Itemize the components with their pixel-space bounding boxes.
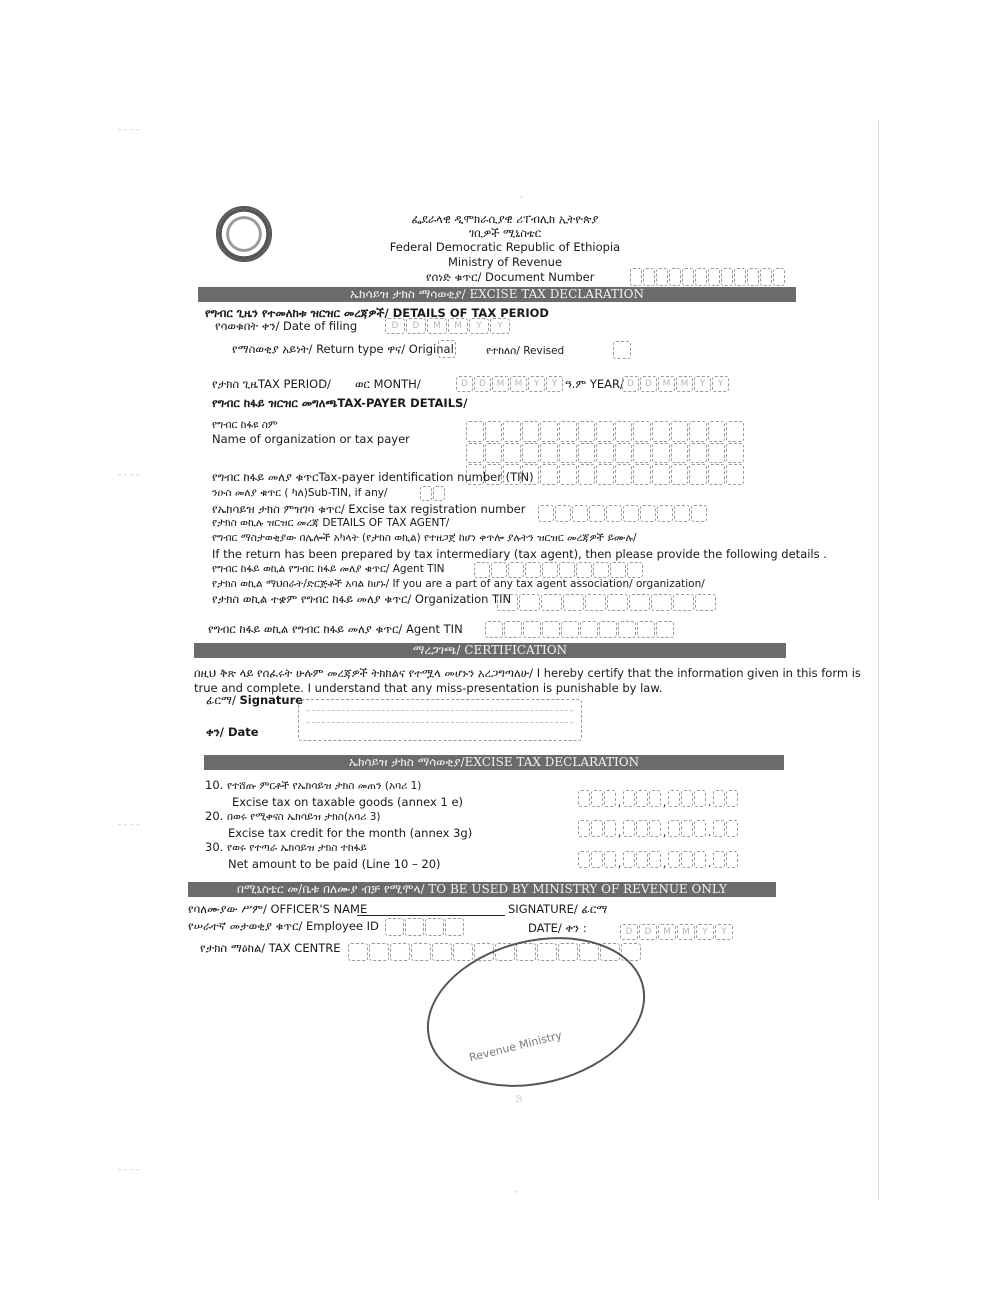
subtin-boxes[interactable] bbox=[420, 486, 445, 501]
input-box[interactable] bbox=[607, 594, 628, 611]
intermediary-amharic: የግብር ማስታወቂያው በሌሎች አካላት (የታክስ ወኪል) የተዘጋጀ ከሆነ ቀጥሎ ያሉትን ዝርዝር መረጃዎች ይሙሉ/ bbox=[212, 532, 637, 544]
amount-digit-box[interactable] bbox=[726, 851, 738, 868]
input-box[interactable]: Y bbox=[715, 924, 733, 940]
amount-separator: , bbox=[662, 825, 667, 839]
certification-bar: ማረጋገጫ/ CERTIFICATION bbox=[194, 643, 786, 658]
line-10-amharic: 10. የተሸጡ ምርቶች የኤክሳይዝ ታክስ መጠን (አባሪ 1) bbox=[205, 778, 422, 792]
input-box[interactable] bbox=[542, 621, 560, 638]
amount-digit-box[interactable] bbox=[668, 790, 680, 807]
amount-digit-box[interactable] bbox=[694, 820, 706, 837]
year-boxes[interactable] bbox=[622, 376, 729, 392]
name-char-box[interactable] bbox=[726, 464, 744, 485]
amount-digit-box[interactable] bbox=[713, 790, 725, 807]
name-char-box[interactable] bbox=[726, 443, 744, 464]
year-label: ዓ.ም YEAR/ bbox=[565, 377, 624, 391]
taxpayer-name-amharic: የግብር ከፋዩ ስም bbox=[212, 419, 278, 431]
amount-digit-box[interactable] bbox=[726, 820, 738, 837]
name-char-box[interactable] bbox=[671, 443, 689, 464]
amount-separator: , bbox=[617, 856, 622, 870]
input-box[interactable] bbox=[411, 943, 431, 961]
input-box[interactable] bbox=[695, 268, 707, 286]
line-20-amharic: 20. በወሩ የሚቀናስ ኤክሳይዝ ታክስ(አባሪ 3) bbox=[205, 809, 381, 823]
line-10-label: Excise tax on taxable goods (annex 1 e) bbox=[232, 795, 464, 809]
input-box[interactable] bbox=[627, 562, 643, 578]
input-box[interactable] bbox=[773, 268, 785, 286]
input-box[interactable] bbox=[474, 562, 490, 578]
amount-digit-box[interactable] bbox=[681, 851, 693, 868]
amount-digit-box[interactable] bbox=[591, 790, 603, 807]
input-box[interactable] bbox=[657, 505, 673, 522]
employee-id-boxes[interactable] bbox=[385, 918, 464, 936]
association-label: የታክስ ወኪል ማህበራት/ድርጅቶች አባል ከሆኑ/ If you are a part of any tax agent association/ organization/ bbox=[212, 578, 705, 590]
ministry-logo bbox=[216, 206, 272, 262]
name-char-box[interactable] bbox=[652, 464, 670, 485]
input-box[interactable] bbox=[618, 621, 636, 638]
organization-tin-label: የታክስ ወኪል ተቋም የግብር ከፋይ መለያ ቁጥር/ Organization TIN bbox=[212, 592, 512, 606]
name-char-box[interactable] bbox=[466, 421, 484, 442]
taxpayer-name-label: Name of organization or tax payer bbox=[212, 432, 410, 446]
header-ministry: Ministry of Revenue bbox=[447, 255, 563, 269]
officer-name-label: የባለሙያው ሥም/ OFFICER'S NAME bbox=[188, 902, 368, 916]
amount-separator: , bbox=[617, 825, 622, 839]
name-char-box[interactable] bbox=[708, 421, 726, 442]
input-box[interactable] bbox=[674, 505, 690, 522]
input-box[interactable] bbox=[555, 505, 571, 522]
input-box[interactable]: D bbox=[640, 376, 657, 392]
amount-digit-box[interactable] bbox=[636, 790, 648, 807]
input-box[interactable] bbox=[651, 594, 672, 611]
input-box[interactable]: M bbox=[492, 376, 509, 392]
tax-agent-title: የታክስ ወኪሉ ዝርዝር መረጃ DETAILS OF TAX AGENT/ bbox=[212, 517, 450, 529]
input-box[interactable] bbox=[485, 621, 503, 638]
tax-period-label: የታክስ ጊዜTAX PERIOD/ bbox=[212, 377, 331, 391]
signature-label: ፊርማ/ Signature bbox=[206, 693, 304, 707]
name-char-box[interactable] bbox=[466, 443, 484, 464]
excise-registration-label: የኤክሳይዝ ታክስ ምዝገባ ቁጥር/ Excise tax registration number bbox=[212, 502, 526, 516]
officer-name-line[interactable] bbox=[357, 901, 505, 916]
name-char-box[interactable] bbox=[596, 443, 614, 464]
input-box[interactable] bbox=[630, 268, 642, 286]
input-box[interactable] bbox=[629, 594, 650, 611]
amount-digit-box[interactable] bbox=[649, 790, 661, 807]
input-box[interactable]: M bbox=[658, 924, 676, 940]
amount-digit-box[interactable] bbox=[649, 851, 661, 868]
amount-separator: , bbox=[662, 856, 667, 870]
month-label: ወር MONTH/ bbox=[355, 377, 421, 391]
input-box[interactable]: Y bbox=[696, 924, 714, 940]
name-char-box[interactable] bbox=[540, 421, 558, 442]
input-box[interactable] bbox=[673, 594, 694, 611]
employee-id-label: የሠራተኛ መታወቂያ ቁጥር/ Employee ID bbox=[188, 919, 379, 933]
amount-digit-box[interactable] bbox=[636, 851, 648, 868]
input-box[interactable]: M bbox=[658, 376, 675, 392]
agent-tin-label-2: የግብር ከፋይ ወኪል የግብር ከፋይ መለያ ቁጥር/ Agent TIN bbox=[208, 622, 463, 636]
name-char-box[interactable] bbox=[652, 421, 670, 442]
agent-tin-label: የግብር ከፋይ ወኪል የግብር ከፋይ መለያ ቁጥር/ Agent TIN bbox=[212, 563, 445, 575]
amount-digit-box[interactable] bbox=[726, 790, 738, 807]
input-box[interactable] bbox=[445, 918, 464, 936]
input-box[interactable] bbox=[747, 268, 759, 286]
input-box[interactable] bbox=[610, 562, 626, 578]
amount-separator: , bbox=[617, 795, 622, 809]
input-box[interactable]: M bbox=[677, 924, 695, 940]
amount-digit-box[interactable] bbox=[649, 820, 661, 837]
amount-digit-box[interactable] bbox=[623, 820, 635, 837]
amount-digit-box[interactable] bbox=[668, 820, 680, 837]
page-edge bbox=[878, 120, 879, 1200]
name-char-box[interactable] bbox=[671, 421, 689, 442]
input-box[interactable] bbox=[519, 594, 540, 611]
input-box[interactable] bbox=[708, 268, 720, 286]
input-box[interactable] bbox=[643, 268, 655, 286]
input-box[interactable] bbox=[760, 268, 772, 286]
input-box[interactable] bbox=[453, 943, 473, 961]
amount-digit-box[interactable] bbox=[713, 820, 725, 837]
input-box[interactable]: D bbox=[622, 376, 639, 392]
name-char-box[interactable] bbox=[578, 421, 596, 442]
input-box[interactable] bbox=[585, 594, 606, 611]
line-20-label: Excise tax credit for the month (annex 3g) bbox=[228, 826, 473, 840]
line-30-label: Net amount to be paid (Line 10 – 20) bbox=[228, 857, 441, 871]
amount-digit-box[interactable] bbox=[591, 851, 603, 868]
amount-digit-box[interactable] bbox=[623, 790, 635, 807]
input-box[interactable] bbox=[589, 505, 605, 522]
amount-digit-box[interactable] bbox=[578, 790, 590, 807]
name-char-box[interactable] bbox=[708, 443, 726, 464]
input-box[interactable] bbox=[369, 943, 389, 961]
name-char-box[interactable] bbox=[522, 421, 540, 442]
input-box[interactable] bbox=[572, 505, 588, 522]
header-country: Federal Democratic Republic of Ethiopia bbox=[389, 240, 621, 254]
officer-date-label: DATE/ ቀን : bbox=[528, 921, 587, 935]
tin-label: የግብር ከፋይ መለያ ቁጥርTax-payer identification number (TIN) bbox=[212, 470, 534, 484]
excise-declaration-bar: ኤክሳይዝ ታክስ ማሳወቂያ/ EXCISE TAX DECLARATION bbox=[198, 287, 796, 302]
input-box[interactable] bbox=[576, 562, 592, 578]
line-10-amount[interactable] bbox=[578, 790, 738, 807]
input-box[interactable]: D bbox=[385, 318, 405, 334]
input-box[interactable] bbox=[593, 562, 609, 578]
line-30-amharic: 30. የወሩ የተጣራ ኤክሳይዝ ታክስ ተከፋይ bbox=[205, 840, 367, 854]
input-box[interactable]: Y bbox=[490, 318, 510, 334]
name-char-box[interactable] bbox=[726, 421, 744, 442]
name-char-box[interactable] bbox=[540, 443, 558, 464]
amount-digit-box[interactable] bbox=[681, 820, 693, 837]
input-box[interactable]: D bbox=[620, 924, 638, 940]
input-box[interactable]: M bbox=[427, 318, 447, 334]
input-box[interactable] bbox=[385, 918, 404, 936]
excise-registration-boxes[interactable] bbox=[538, 505, 707, 522]
input-box[interactable] bbox=[405, 918, 424, 936]
input-box[interactable] bbox=[432, 943, 452, 961]
input-box[interactable] bbox=[508, 562, 524, 578]
input-box[interactable] bbox=[491, 562, 507, 578]
subtin-label: ንዑስ መለያ ቁጥር ( ካለ)Sub-TIN, if any/ bbox=[212, 487, 388, 499]
tax-centre-label: የታክስ ማዕከል/ TAX CENTRE bbox=[200, 941, 341, 955]
name-char-box[interactable] bbox=[708, 464, 726, 485]
name-char-box[interactable] bbox=[652, 443, 670, 464]
name-char-box[interactable] bbox=[596, 464, 614, 485]
input-box[interactable] bbox=[640, 505, 656, 522]
amount-separator: , bbox=[662, 795, 667, 809]
input-box[interactable] bbox=[637, 621, 655, 638]
name-char-box[interactable] bbox=[540, 464, 558, 485]
taxpayer-details-title: የግብር ከፋይ ዝርዝር መግለጫTAX-PAYER DETAILS/ bbox=[212, 396, 468, 410]
amount-separator: . bbox=[707, 825, 712, 839]
amount-digit-box[interactable] bbox=[623, 851, 635, 868]
tax-period-title: የግብር ጊዜን የተመለከቱ ዝርዝር መረጃዎች/ DETAILS OF TAX PERIOD bbox=[205, 306, 549, 320]
return-type-label: የማስወቂያ አይነት/ Return type ዋና/ Original bbox=[232, 342, 454, 356]
officer-date-boxes[interactable] bbox=[620, 924, 733, 940]
date-label: ቀን/ Date bbox=[206, 725, 259, 739]
name-char-box[interactable] bbox=[615, 464, 633, 485]
amount-digit-box[interactable] bbox=[694, 790, 706, 807]
input-box[interactable] bbox=[390, 943, 410, 961]
input-box[interactable] bbox=[656, 621, 674, 638]
name-char-box[interactable] bbox=[559, 421, 577, 442]
stamp-text: Revenue Ministry bbox=[467, 1028, 564, 1065]
input-box[interactable]: D bbox=[474, 376, 491, 392]
line-30-amount[interactable] bbox=[578, 851, 738, 868]
name-char-box[interactable] bbox=[503, 443, 521, 464]
name-char-box[interactable] bbox=[633, 421, 651, 442]
input-box[interactable] bbox=[580, 621, 598, 638]
amount-digit-box[interactable] bbox=[713, 851, 725, 868]
header-amharic-2: ገቢዎች ሚኒስቴር bbox=[468, 226, 542, 240]
line-20-amount[interactable] bbox=[578, 820, 738, 837]
input-box[interactable] bbox=[734, 268, 746, 286]
amount-digit-box[interactable] bbox=[681, 790, 693, 807]
name-char-box[interactable] bbox=[689, 421, 707, 442]
revised-label: የተከለሰ/ Revised bbox=[486, 345, 565, 357]
name-char-box[interactable] bbox=[633, 464, 651, 485]
input-box[interactable] bbox=[656, 268, 668, 286]
name-char-box[interactable] bbox=[689, 464, 707, 485]
certification-line-1: በዚህ ቅጽ ላይ የሰፈሩት ሁሉም መረጃዎች ትክክልና የተሟላ መሆኑን አረጋግጣለሁ/ I hereby certify that the information given in this form is bbox=[194, 666, 861, 680]
input-box[interactable] bbox=[538, 505, 554, 522]
name-char-box[interactable] bbox=[559, 464, 577, 485]
name-char-box[interactable] bbox=[578, 464, 596, 485]
input-box[interactable] bbox=[420, 486, 432, 501]
name-char-box[interactable] bbox=[689, 443, 707, 464]
amount-separator: . bbox=[707, 856, 712, 870]
name-char-box[interactable] bbox=[485, 443, 503, 464]
input-box[interactable]: Y bbox=[712, 376, 729, 392]
input-box[interactable] bbox=[606, 505, 622, 522]
form-page: ፌደራላዊ ዲሞክራሲያዊ ሪፐብሊክ ኢትዮጵያ ገቢዎች ሚኒስቴር Federal Democratic Republic of Ethiopia Ministry of Revenue የሰነድ ቁጥር/ Document Number ኤክሳይዝ ታክስ ማሳወቂያ/ EXCISE TAX DECLARATION የግብር ጊዜን የተመለከቱ ዝርዝር መረጃዎች/ DETAILS OF TAX PERIOD የሳወቁበት ቀን/ Date of filing D D M M Y Y የማስወቂያ አይነት/ Return type ዋና/ Original የተከለሰ/ Revised የታክስ ጊዜTAX PERIOD/ ወር MONTH/ D D M M Y Y ዓ.ም YEAR/ D D M M Y Y የግብር ከፋይ ዝርዝር መግለጫTAX-PAYER DETAILS/ የግብር ከፋዩ ስም Name of organization or tax payer የግብር ከፋይ መለያ ቁጥርTax-payer identification number (TIN) ንዑስ መለያ ቁጥር ( ካለ)Sub-TIN, if any/ የኤክሳይዝ ታክስ ምዝገባ ቁጥር/ Excise tax registration number የታክስ ወኪሉ ዝርዝር መረጃ DETAILS OF TAX AGENT/ የግብር ማስታወቂያው በሌሎች አካላት (የታክስ ወኪል) የተዘጋጀ ከሆነ ቀጥሎ ያሉትን ዝርዝር መረጃዎች ይሙሉ/ If the return has been prepared by tax intermediary (tax agent), then please provide the following details . የግብር ከፋይ ወኪል የግብር ከፋይ መለያ ቁጥር/ Agent TIN የታክስ ወኪል ማህበራት/ድርጅቶች አባል ከሆኑ/ If you are a part of any tax agent association/ organization/ የታክስ ወኪል ተቋም የግብር ከፋይ መለያ ቁጥር/ Organization TIN የግብር ከፋይ ወኪል የግብር ከፋይ መለያ ቁጥር/ Agent TIN ማረጋገጫ/ CERTIFICATION በዚህ ቅጽ ላይ የሰፈሩት ሁሉም መረጃዎች ትክክልና የተሟላ መሆኑን አረጋግጣለሁ/ I hereby certify that the information given in this form is true and complete. I understand that any miss-presentation is punishable by law. ፊርማ/ Signature ቀን/ Date ኤክሳይዝ ታክስ ማሳወቂያ/EXCISE TAX DECLARATION 10. የተሸጡ ምርቶች የኤክሳይዝ ታክስ መጠን (አባሪ 1) Excise tax on taxable goods (annex 1 e) , , . 20. በወሩ የሚቀናስ ኤክሳይዝ ታክስ(አባሪ 3) Excise tax credit for the month (annex 3g) , , . 30. የወሩ የተጣራ ኤክሳይዝ ታክስ ተከፋይ Net amount to be paid (Line 10 – 20) , , . በሚኒስቴር መ/ቤቱ በለሙያ ብቻ የሚሞላ/ TO BE USED BY MINISTRY OF REVENUE ONLY የባለሙያው ሥም/ OFFICER'S NAME SIGNATURE/ ፊርማ የሠራተኛ መታወቂያ ቁጥር/ Employee ID DATE/ ቀን : D D M M Y Y የታክስ ማዕከል/ TAX CENTRE Revenue Ministry , ℬ , - - - - - - - - - - - - - - - - bbox=[0, 0, 1000, 1294]
input-box[interactable] bbox=[682, 268, 694, 286]
amount-digit-box[interactable] bbox=[604, 851, 616, 868]
amount-digit-box[interactable] bbox=[636, 820, 648, 837]
input-box[interactable] bbox=[669, 268, 681, 286]
input-box[interactable] bbox=[541, 594, 562, 611]
name-char-box[interactable] bbox=[596, 421, 614, 442]
organization-tin-boxes[interactable] bbox=[497, 594, 716, 611]
input-box[interactable]: D bbox=[406, 318, 426, 334]
excise-declaration-bar-2: ኤክሳይዝ ታክስ ማሳወቂያ/EXCISE TAX DECLARATION bbox=[204, 755, 784, 770]
input-box[interactable] bbox=[542, 562, 558, 578]
amount-digit-box[interactable] bbox=[604, 790, 616, 807]
input-box[interactable] bbox=[563, 594, 584, 611]
name-char-box[interactable] bbox=[578, 443, 596, 464]
intermediary-note: If the return has been prepared by tax intermediary (tax agent), then please provide the following details . bbox=[212, 547, 827, 561]
amount-digit-box[interactable] bbox=[591, 820, 603, 837]
date-of-filing-boxes[interactable] bbox=[385, 318, 510, 334]
input-box[interactable]: M bbox=[448, 318, 468, 334]
input-box[interactable] bbox=[623, 505, 639, 522]
agent-tin-boxes-2[interactable] bbox=[485, 621, 674, 638]
input-box[interactable]: D bbox=[456, 376, 473, 392]
input-box[interactable] bbox=[599, 621, 617, 638]
header-amharic-1: ፌደራላዊ ዲሞክራሲያዊ ሪፐብሊክ ኢትዮጵያ bbox=[411, 212, 599, 226]
date-of-filing-label: የሳወቁበት ቀን/ Date of filing bbox=[215, 319, 358, 333]
input-box[interactable]: M bbox=[510, 376, 527, 392]
signature-date-box[interactable] bbox=[298, 699, 582, 741]
ministry-only-bar: በሚኒስቴር መ/ቤቱ በለሙያ ብቻ የሚሞላ/ TO BE USED BY MINISTRY OF REVENUE ONLY bbox=[188, 882, 776, 897]
amount-separator: . bbox=[707, 795, 712, 809]
input-box[interactable]: M bbox=[676, 376, 693, 392]
input-box[interactable] bbox=[425, 918, 444, 936]
input-box[interactable] bbox=[348, 943, 368, 961]
input-box[interactable] bbox=[497, 594, 518, 611]
month-boxes[interactable] bbox=[456, 376, 563, 392]
name-char-box[interactable] bbox=[503, 421, 521, 442]
input-box[interactable] bbox=[504, 621, 522, 638]
input-box[interactable]: Y bbox=[528, 376, 545, 392]
name-char-box[interactable] bbox=[559, 443, 577, 464]
input-box[interactable] bbox=[721, 268, 733, 286]
amount-digit-box[interactable] bbox=[694, 851, 706, 868]
document-number-boxes[interactable] bbox=[630, 268, 785, 286]
input-box[interactable] bbox=[523, 621, 541, 638]
input-box[interactable] bbox=[695, 594, 716, 611]
input-box[interactable]: Y bbox=[546, 376, 563, 392]
input-box[interactable] bbox=[525, 562, 541, 578]
input-box[interactable] bbox=[559, 562, 575, 578]
input-box[interactable] bbox=[561, 621, 579, 638]
name-char-box[interactable] bbox=[671, 464, 689, 485]
name-char-box[interactable] bbox=[522, 443, 540, 464]
document-number-label: የሰነድ ቁጥር/ Document Number bbox=[426, 270, 595, 284]
amount-digit-box[interactable] bbox=[578, 851, 590, 868]
input-box[interactable] bbox=[691, 505, 707, 522]
amount-digit-box[interactable] bbox=[604, 820, 616, 837]
name-char-box[interactable] bbox=[615, 443, 633, 464]
name-char-box[interactable] bbox=[485, 421, 503, 442]
input-box[interactable]: Y bbox=[469, 318, 489, 334]
input-box[interactable]: D bbox=[639, 924, 657, 940]
input-box[interactable] bbox=[433, 486, 445, 501]
certification-line-2: true and complete. I understand that any miss-presentation is punishable by law. bbox=[194, 681, 663, 695]
amount-digit-box[interactable] bbox=[668, 851, 680, 868]
name-char-box[interactable] bbox=[615, 421, 633, 442]
officer-signature-label: SIGNATURE/ ፊርማ bbox=[508, 902, 608, 916]
amount-digit-box[interactable] bbox=[578, 820, 590, 837]
original-checkbox[interactable] bbox=[438, 340, 456, 358]
agent-tin-boxes[interactable] bbox=[474, 562, 643, 578]
input-box[interactable]: Y bbox=[694, 376, 711, 392]
name-char-box[interactable] bbox=[633, 443, 651, 464]
revised-checkbox[interactable] bbox=[613, 341, 631, 359]
